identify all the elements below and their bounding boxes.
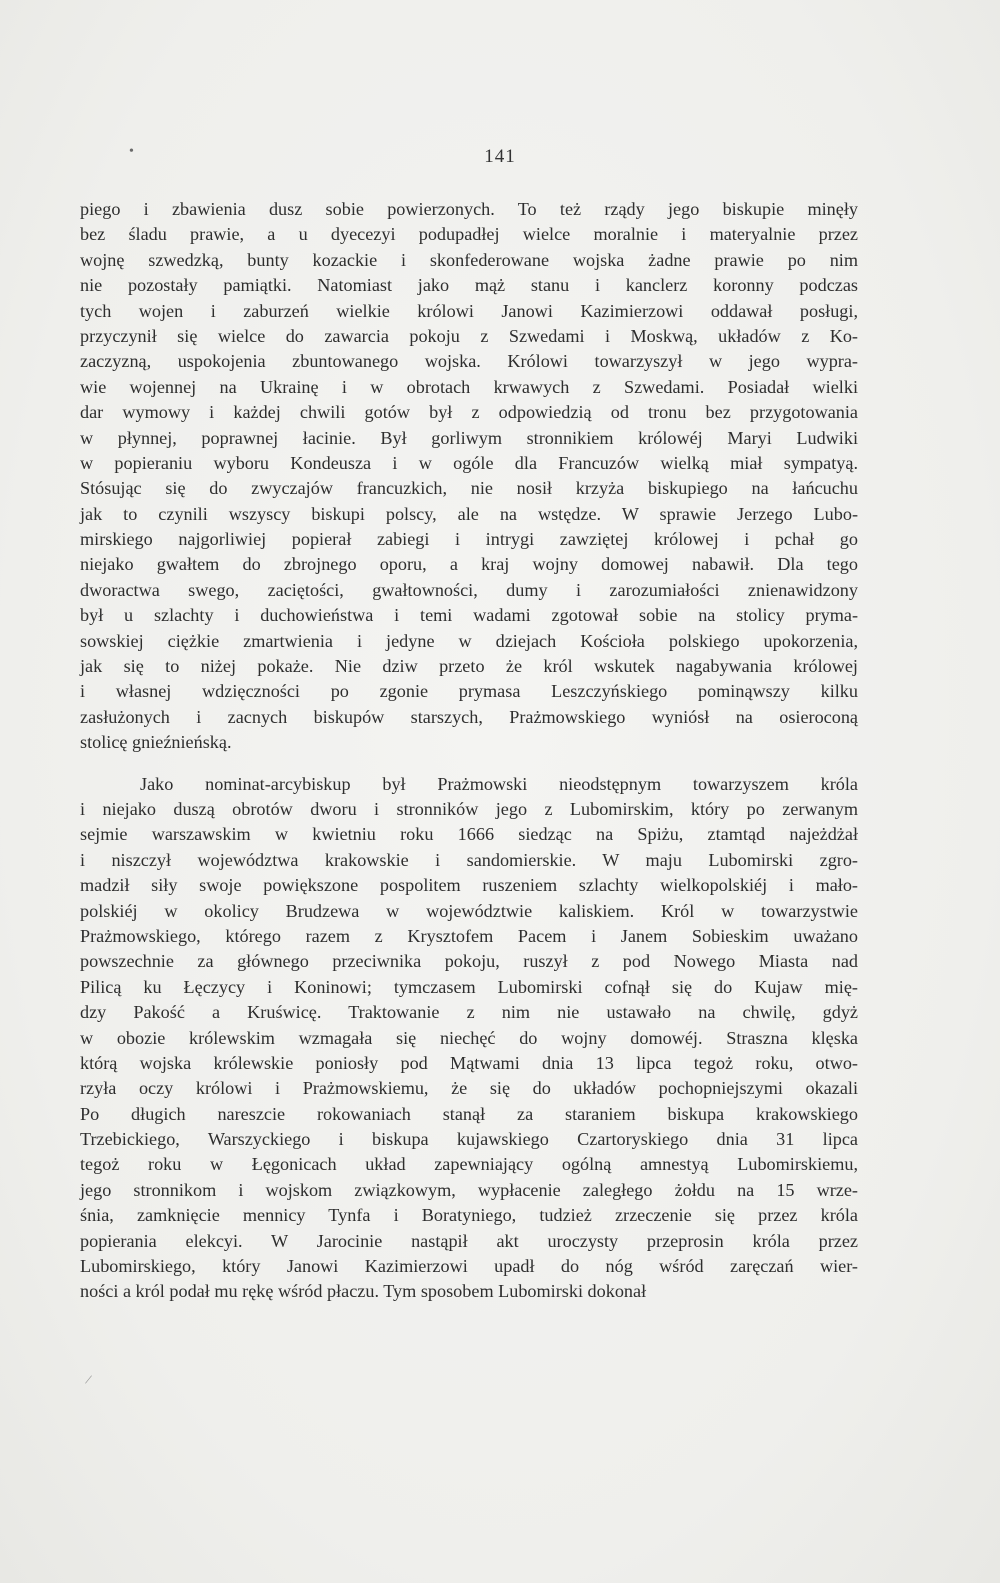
paragraph — [80, 197, 858, 756]
text-line: stolicę gnieźnieńską. — [80, 732, 232, 753]
text-line: wojnę szwedzką, bunty kozackie i skonfederowane wojska żadne prawie po nim — [80, 249, 858, 270]
text-line: niejako gwałtem do zbrojnego oporu, a kraj wojny domowej nabawił. Dla tego — [80, 554, 858, 575]
text-line: ności a król podał mu rękę wśród płaczu. Tym sposobem Lubomirski dokonał — [80, 1281, 647, 1302]
text-line: był u szlachty i duchowieństwa i temi wadami zgotował sobie na stolicy pryma- — [80, 605, 858, 626]
text-line: polskiéj w okolicy Brudzewa w województwie kaliskiem. Król w towarzystwie — [80, 900, 858, 921]
body-text — [80, 197, 858, 1305]
text-line: piego i zbawienia dusz sobie powierzonych. To też rządy jego biskupie minęły — [80, 199, 858, 219]
text-line: sowskiej ciężkie zmartwienia i jedyne w dziejach Kościoła polskiego upokorzenia, — [80, 630, 858, 651]
text-line: bez śladu prawie, a u dyecezyi podupadłej wielce moralnie i materyalnie przez — [80, 224, 858, 245]
text-line: dworactwa swego, zaciętości, gwałtowności, dumy i zarozumiałości znienawidzony — [80, 579, 858, 600]
ink-dot: • — [129, 144, 134, 159]
text-line: i własnej wdzięczności po zgonie prymasa Leszczyńskiego pominąwszy kilku — [80, 681, 858, 702]
page-number: 141 — [484, 146, 516, 167]
text-line: mirskiego najgorliwiej popierał zabiegi i intrygi zawziętej królowej i pchał go — [80, 529, 858, 550]
text-line: i niszczył województwa krakowskie i sandomierskie. W maju Lubomirski zgro- — [80, 849, 858, 870]
text-line: Pilicą ku Łęczycy i Koninowi; tymczasem Lubomirski cofnął się do Kujaw mię- — [80, 976, 858, 997]
text-line: którą wojska królewskie poniosły pod Mątwami dnia 13 lipca tegoż roku, otwo- — [80, 1052, 858, 1073]
text-line: Prażmowskiego, którego razem z Krysztofem Pacem i Janem Sobieskim uważano — [80, 925, 858, 946]
text-line: i niejako duszą obrotów dworu i stronników jego z Lubomirskim, który po zerwanym — [80, 798, 858, 819]
text-line: w popieraniu wyboru Kondeusza i w ogóle dla Francuzów wielką miał sympatyą. — [80, 452, 858, 473]
text-line: tegoż roku w Łęgonicach układ zapewniający ogólną amnestyą Lubomirskiemu, — [80, 1154, 858, 1175]
text-line: jak się to niżej pokaże. Nie dziw przeto że król wskutek nagabywania królowej — [80, 656, 858, 677]
text-line: tych wojen i zaburzeń wielkie królowi Janowi Kazimierzowi oddawał posługi, — [80, 300, 858, 321]
text-line: w płynnej, poprawnej łacinie. Był gorliwym stronnikiem królowéj Maryi Ludwiki — [80, 427, 858, 448]
text-line: wie wojennej na Ukrainę i w obrotach krwawych z Szwedami. Posiadał wielki — [80, 376, 858, 397]
text-line: sejmie warszawskim w kwietniu roku 1666 siedząc na Spiżu, ztamtąd najeżdżał — [80, 824, 858, 845]
text-line: jak to czynili wszyscy biskupi polscy, ale na wstędze. W sprawie Jerzego Lubo- — [80, 503, 858, 524]
paragraph-gap — [80, 756, 858, 772]
stray-mark: / — [83, 1372, 93, 1389]
text-line: śnia, zamknięcie mennicy Tynfa i Boratyniego, tudzież zrzeczenie się przez króla — [80, 1205, 858, 1226]
text-line: powszechnie za głównego przeciwnika pokoju, ruszył z pod Nowego Miasta nad — [80, 951, 858, 972]
paragraph — [80, 772, 858, 1305]
text-line: popierania elekcyi. W Jarocinie nastąpił akt uroczysty przeprosin króla przez — [80, 1230, 858, 1251]
text-line: rzyła oczy królowi i Prażmowskiemu, że się do układów pochopniejszymi okazali — [80, 1078, 858, 1099]
text-line: przyczynił się wielce do zawarcia pokoju z Szwedami i Moskwą, układów z Ko- — [80, 325, 858, 346]
text-line: madził siły swoje powiększone pospolitem ruszeniem szlachty wielkopolskiéj i mało- — [80, 875, 858, 896]
text-line: Po długich nareszcie rokowaniach stanął za staraniem biskupa krakowskiego — [80, 1103, 858, 1124]
text-line: Trzebickiego, Warszyckiego i biskupa kujawskiego Czartoryskiego dnia 31 lipca — [80, 1129, 858, 1150]
text-line: nie pozostały pamiątki. Natomiast jako mąż stanu i kanclerz koronny podczas — [80, 275, 858, 296]
text-line: jego stronnikom i wojskom związkowym, wypłacenie zaległego żołdu na 15 wrze- — [80, 1179, 858, 1200]
text-line: w obozie królewskim wzmagała się niechęć do wojny domowéj. Straszna klęska — [80, 1027, 858, 1048]
text-line: Lubomirskiego, który Janowi Kazimierzowi upadł do nóg wśród zaręczań wier- — [80, 1256, 858, 1277]
text-line: zaczyzną, uspokojenia zbuntowanego wojska. Królowi towarzyszył w jego wypra- — [80, 351, 858, 372]
text-line: dar wymowy i każdej chwili gotów był z odpowiedzią od tronu bez przygotowania — [80, 402, 858, 423]
text-line: Stósując się do zwyczajów francuzkich, nie nosił krzyża biskupiego na łańcuchu — [80, 478, 858, 499]
text-line: dzy Pakość a Kruświcę. Traktowanie z nim nie ustawało na chwilę, gdyż — [80, 1002, 858, 1023]
text-line: zasłużonych i zacnych biskupów starszych, Prażmowskiego wyniósł na osieroconą — [80, 706, 858, 727]
text-line: Jako nominat-arcybiskup był Prażmowski nieodstępnym towarzyszem króla — [140, 773, 858, 794]
